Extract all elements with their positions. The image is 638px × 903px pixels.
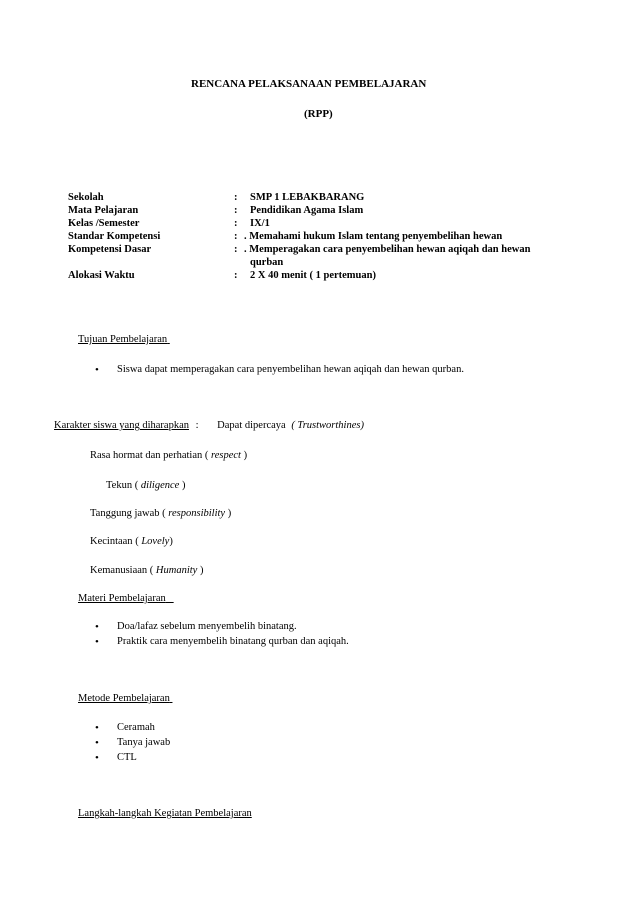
info-colon: :: [234, 218, 238, 229]
info-row-kelas: [68, 218, 588, 231]
info-label: Kompetensi Dasar: [68, 244, 152, 255]
list-item-text: Ceramah: [117, 722, 155, 733]
list-item-text: Doa/lafaz sebelum menyembelih binatang.: [117, 621, 297, 632]
karakter-item: [90, 508, 231, 519]
karakter-item: [90, 536, 173, 547]
paren-close: ): [197, 565, 204, 576]
info-value: 2 X 40 menit ( 1 pertemuan): [250, 270, 376, 281]
karakter-item-en: Humanity: [155, 565, 198, 576]
list-item-text: Siswa dapat memperagakan cara penyembelihan hewan aqiqah dan hewan qurban.: [117, 364, 464, 375]
karakter-colon: :: [195, 420, 199, 431]
bullet-icon: •: [95, 752, 99, 764]
info-row-sekolah: [68, 192, 588, 205]
tujuan-item: [95, 364, 464, 376]
paren-open: (: [149, 565, 156, 576]
info-label: Sekolah: [68, 192, 104, 203]
info-row-sk: [68, 231, 588, 244]
info-colon: :: [234, 244, 238, 255]
metode-item: [95, 752, 137, 764]
karakter-item: [90, 565, 203, 576]
bullet-icon: •: [95, 364, 99, 376]
bullet-icon: •: [95, 737, 99, 749]
metode-item: [95, 737, 171, 749]
info-value: . Memahami hukum Islam tentang penyembelihan hewan: [244, 231, 503, 242]
karakter-heading-row: [54, 420, 364, 431]
karakter-item-en: Lovely: [141, 536, 170, 547]
materi-item: [95, 636, 349, 648]
info-label: Standar Kompetensi: [68, 231, 161, 242]
info-row-mapel: [68, 205, 588, 218]
materi-heading: Materi Pembelajaran: [78, 593, 166, 604]
karakter-item-en: diligence: [140, 480, 180, 491]
paren-open: (: [134, 480, 141, 491]
metode-heading: Metode Pembelajaran: [78, 693, 170, 704]
karakter-item-text: Kecintaan: [90, 536, 133, 547]
karakter-item: [90, 450, 247, 461]
info-value: IX/1: [250, 218, 270, 229]
karakter-item-text: Tekun: [106, 480, 133, 491]
karakter-item-text: Rasa hormat dan perhatian: [90, 450, 203, 461]
document-title: RENCANA PELAKSANAAN PEMBELAJARAN: [191, 78, 427, 90]
info-label: Alokasi Waktu: [68, 270, 135, 281]
paren-close: ): [179, 480, 186, 491]
bullet-icon: •: [95, 636, 99, 648]
info-value-continued: qurban: [250, 257, 284, 268]
paren-open: (: [135, 536, 142, 547]
karakter-heading: Karakter siswa yang diharapkan: [54, 420, 189, 431]
bullet-icon: •: [95, 722, 99, 734]
paren-close: ): [240, 450, 248, 461]
paren-open: (: [204, 450, 211, 461]
tujuan-heading: Tujuan Pembelajaran: [78, 334, 168, 345]
info-label: Kelas /Semester: [68, 218, 140, 229]
info-value: SMP 1 LEBAKBARANG: [250, 192, 365, 203]
info-colon: :: [234, 270, 238, 281]
karakter-item: [106, 480, 185, 491]
info-colon: :: [234, 231, 238, 242]
karakter-item-en: responsibility: [168, 508, 226, 519]
info-colon: :: [234, 192, 238, 203]
info-value: . Memperagakan cara penyembelihan hewan aqiqah dan hewan: [244, 244, 531, 255]
paren-close: ): [169, 536, 173, 547]
list-item-text: Tanya jawab: [117, 737, 171, 748]
karakter-first: Dapat dipercaya: [217, 420, 286, 431]
karakter-item-en: respect: [211, 450, 241, 461]
info-label: Mata Pelajaran: [68, 205, 139, 216]
list-item-text: CTL: [117, 752, 137, 763]
karakter-item-text: Kemanusiaan: [90, 565, 148, 576]
list-item-text: Praktik cara menyembelih binatang qurban dan aqiqah.: [117, 636, 349, 647]
info-colon: :: [234, 205, 238, 216]
karakter-first-en: ( Trustworthines): [291, 420, 364, 431]
langkah-heading: Langkah-langkah Kegiatan Pembelajaran: [78, 808, 252, 819]
info-value: Pendidikan Agama Islam: [250, 205, 364, 216]
info-row-kd: [68, 244, 588, 270]
document-subtitle: (RPP): [304, 108, 333, 120]
bullet-icon: •: [95, 621, 99, 633]
materi-item: [95, 621, 297, 633]
info-row-alokasi: [68, 270, 588, 283]
paren-open: (: [162, 508, 169, 519]
karakter-item-text: Tanggung jawab: [90, 508, 160, 519]
paren-close: ): [225, 508, 232, 519]
metode-item: [95, 722, 155, 734]
